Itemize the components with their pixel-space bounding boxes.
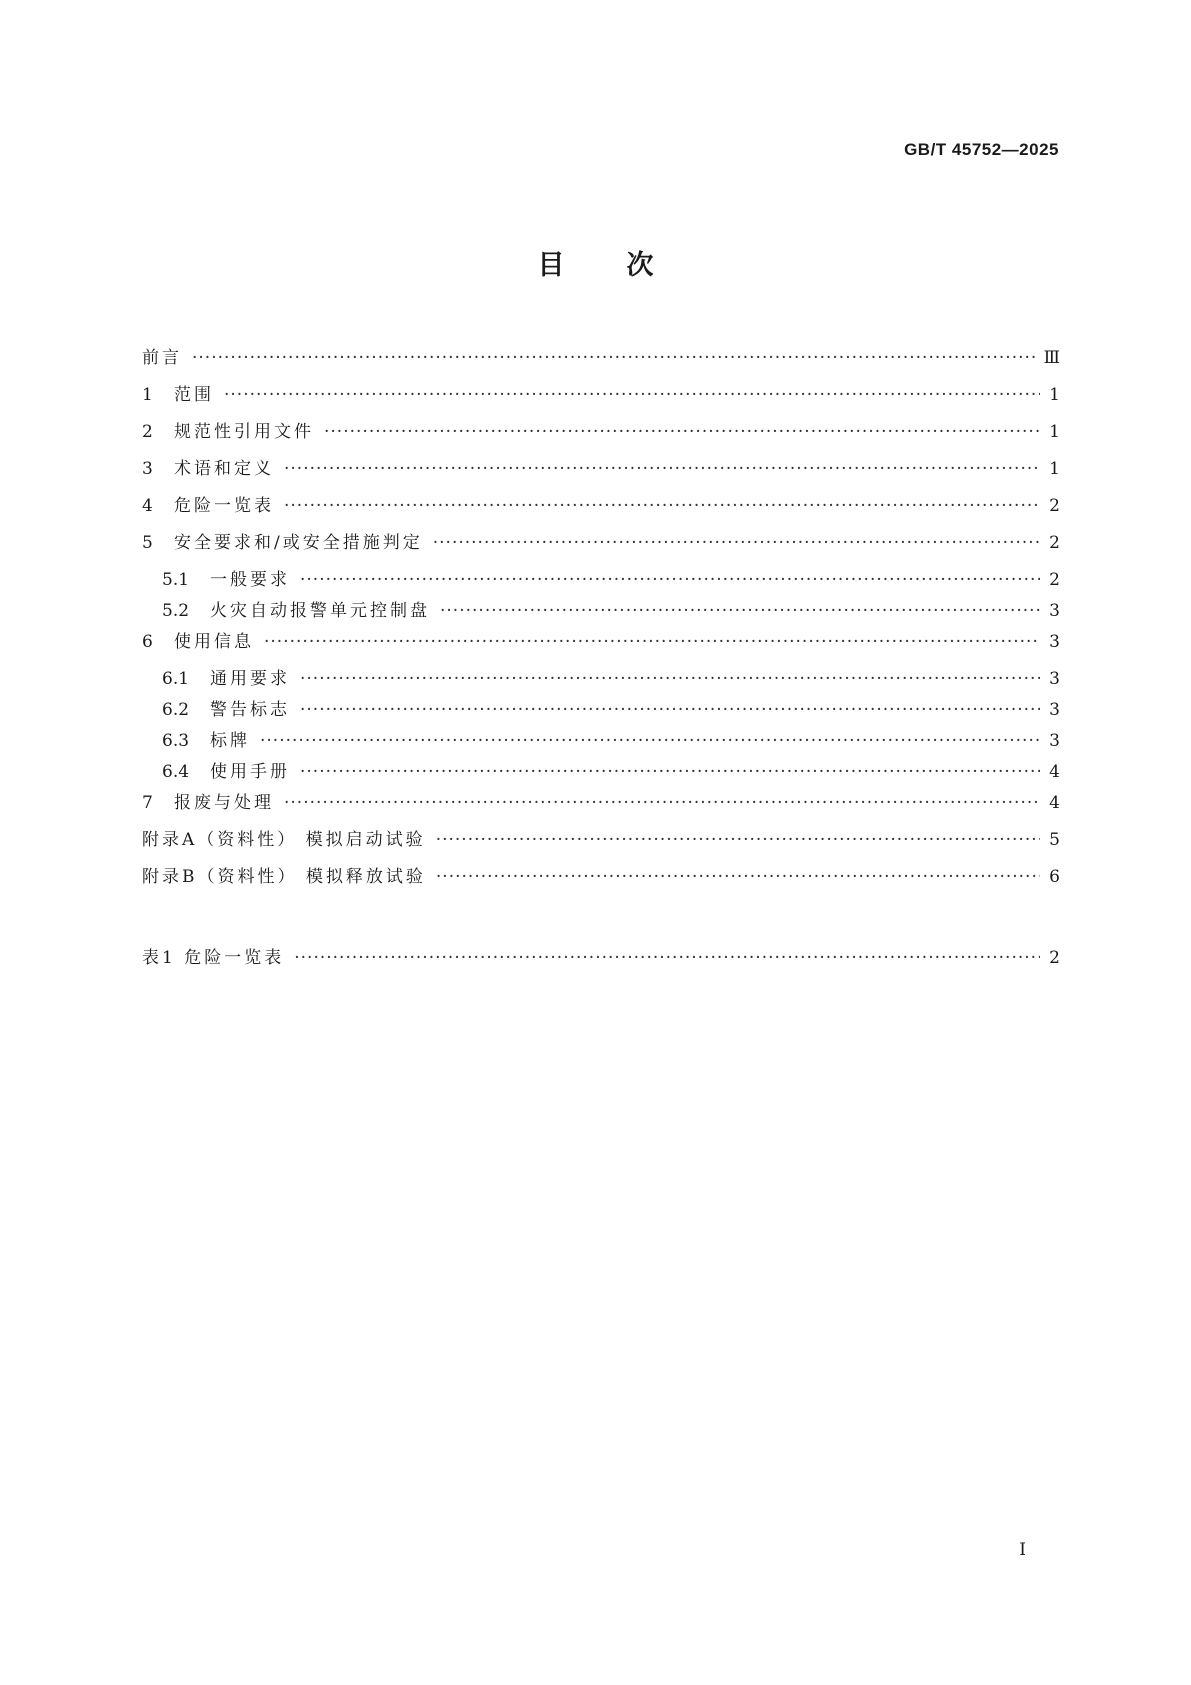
toc-entry-page: 3 — [1049, 601, 1060, 621]
toc-entry[interactable] — [142, 695, 1060, 726]
toc-entry-label: 危险一览表 — [174, 496, 274, 516]
toc-entry-label: 标牌 — [210, 731, 250, 751]
toc-entry[interactable] — [142, 788, 1060, 825]
toc-entry[interactable] — [142, 454, 1060, 491]
toc-entry[interactable] — [142, 627, 1060, 664]
dot-leader — [284, 459, 1040, 479]
toc-entry-number: 4 — [142, 496, 153, 516]
dot-leader — [284, 496, 1040, 516]
toc-entry[interactable] — [142, 825, 1060, 862]
toc-entry-number: 5 — [142, 533, 153, 553]
toc-entry[interactable] — [142, 565, 1060, 596]
toc-entry-page: 1 — [1049, 385, 1060, 405]
toc-entry-label: 范围 — [174, 385, 214, 405]
toc-entry-number: 1 — [142, 385, 153, 405]
toc-entry-number: 3 — [142, 459, 153, 479]
toc-entry-page: Ⅲ — [1043, 348, 1060, 368]
table-list-entry[interactable] — [142, 943, 1060, 980]
toc-entry[interactable] — [142, 862, 1060, 899]
toc-entry-page: 3 — [1049, 632, 1060, 652]
toc-entry-label: 火灾自动报警单元控制盘 — [210, 601, 430, 621]
toc-entry[interactable] — [142, 596, 1060, 627]
dot-leader — [436, 867, 1040, 887]
toc-entry-number: 2 — [142, 422, 153, 442]
standard-code: GB/T 45752—2025 — [904, 140, 1059, 159]
toc-entry[interactable] — [142, 664, 1060, 695]
dot-leader — [300, 700, 1040, 720]
toc-entry[interactable] — [142, 417, 1060, 454]
toc-entry-page: 6 — [1049, 867, 1060, 887]
toc-entry-page: 5 — [1049, 830, 1060, 850]
dot-leader — [284, 793, 1040, 813]
toc-entry-page: 2 — [1049, 570, 1060, 590]
page-title: 目次 — [537, 250, 716, 281]
dot-leader — [264, 632, 1040, 652]
dot-leader — [192, 348, 1038, 368]
toc-entry-number: 5.2 — [162, 601, 190, 621]
toc-entry-page: 2 — [1049, 533, 1060, 553]
toc-entry-page: 3 — [1049, 669, 1060, 689]
dot-leader — [433, 533, 1040, 553]
table-entry-page: 2 — [1049, 948, 1060, 968]
toc-entry[interactable] — [142, 528, 1060, 565]
toc-entry-number: 6.3 — [162, 731, 190, 751]
toc-entry-page: 1 — [1049, 459, 1060, 479]
toc-entry-number: 6 — [142, 632, 153, 652]
toc-entry-number: 6.4 — [162, 762, 190, 782]
toc-entry-page: 2 — [1049, 496, 1060, 516]
table-entry-label: 表1 危险一览表 — [142, 948, 285, 968]
toc-entry[interactable] — [142, 380, 1060, 417]
dot-leader — [300, 762, 1040, 782]
toc-entry-page: 3 — [1049, 731, 1060, 751]
toc-entry[interactable] — [142, 343, 1060, 380]
toc-entry-page: 4 — [1049, 793, 1060, 813]
dot-leader — [300, 570, 1040, 590]
toc-entry-label: 规范性引用文件 — [174, 422, 314, 442]
toc-entry-label: 报废与处理 — [174, 793, 274, 813]
toc-entry-page: 4 — [1049, 762, 1060, 782]
toc-entry[interactable] — [142, 726, 1060, 757]
table-of-contents — [142, 343, 1060, 899]
toc-entry-label: 使用信息 — [174, 632, 254, 652]
toc-entry[interactable] — [142, 757, 1060, 788]
dot-leader — [300, 669, 1040, 689]
toc-entry-number: 6.2 — [162, 700, 190, 720]
toc-entry-label: 安全要求和/或安全措施判定 — [174, 533, 423, 553]
toc-entry-number: 7 — [142, 793, 153, 813]
dot-leader — [260, 731, 1040, 751]
toc-entry-label: 附录A（资料性） 模拟启动试验 — [142, 830, 426, 850]
toc-entry-label: 通用要求 — [210, 669, 290, 689]
dot-leader — [324, 422, 1040, 442]
toc-entry-label: 一般要求 — [210, 570, 290, 590]
toc-entry-page: 1 — [1049, 422, 1060, 442]
toc-entry-label: 警告标志 — [210, 700, 290, 720]
toc-entry[interactable] — [142, 491, 1060, 528]
dot-leader — [294, 948, 1040, 968]
toc-entry-label: 附录B（资料性） 模拟释放试验 — [142, 867, 426, 887]
toc-entry-label: 使用手册 — [210, 762, 290, 782]
dot-leader — [436, 830, 1040, 850]
toc-entry-label: 前言 — [142, 348, 182, 368]
page-number: I — [1019, 1540, 1026, 1560]
toc-entry-page: 3 — [1049, 700, 1060, 720]
dot-leader — [440, 601, 1040, 621]
toc-entry-number: 5.1 — [162, 570, 190, 590]
toc-entry-number: 6.1 — [162, 669, 190, 689]
toc-entry-label: 术语和定义 — [174, 459, 274, 479]
dot-leader — [224, 385, 1040, 405]
list-of-tables — [142, 943, 1060, 980]
